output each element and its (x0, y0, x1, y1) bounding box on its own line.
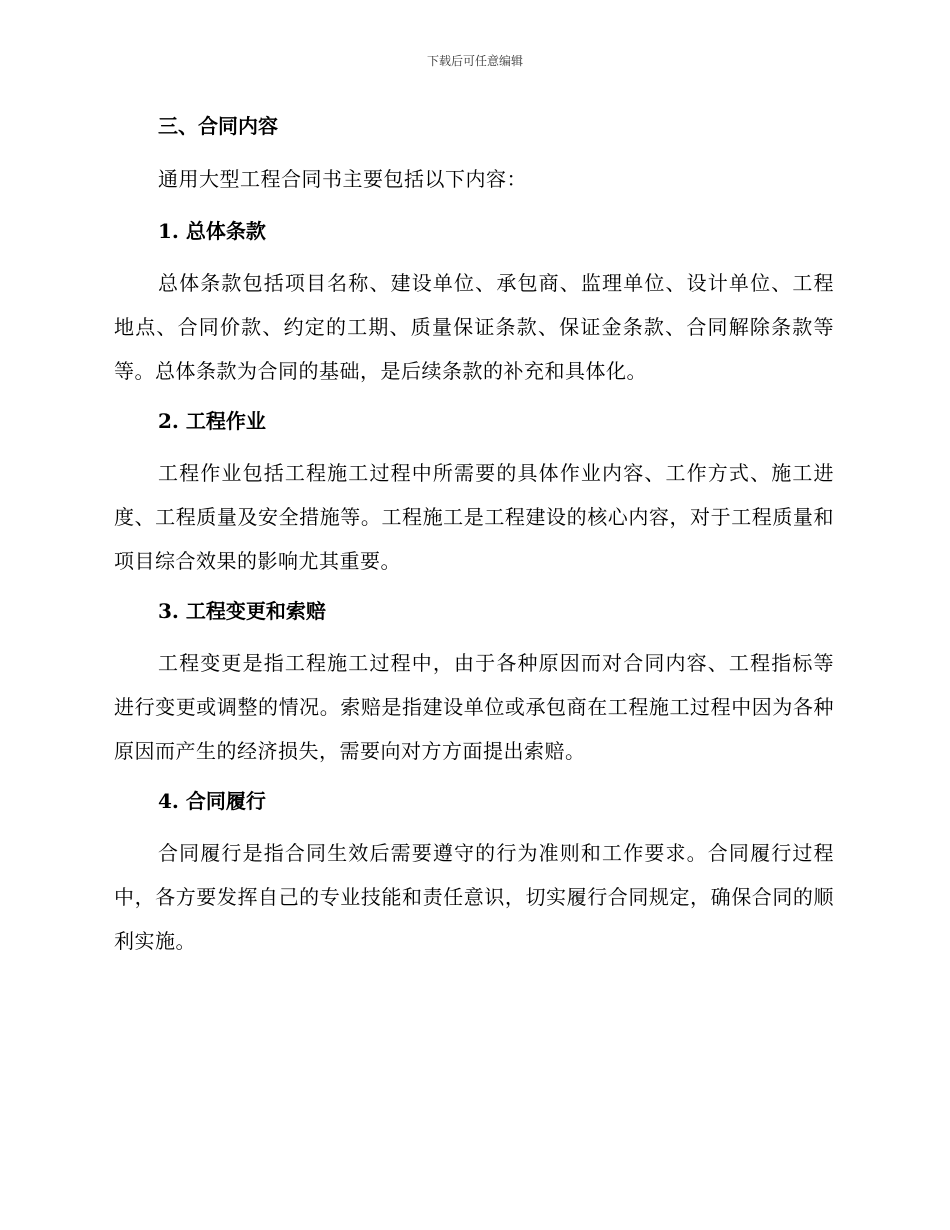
subsection-body-1: 总体条款包括项目名称、建设单位、承包商、监理单位、设计单位、工程地点、合同价款、约定的工期、质量保证条款、保证金条款、合同解除条款等等。总体条款为合同的基础，是后续条款的补充和具体化。 (114, 271, 834, 383)
subsection-body-4: 合同履行是指合同生效后需要遵守的行为准则和工作要求。合同履行过程中，各方要发挥自己的专业技能和责任意识，切实履行合同规定，确保合同的顺利实施。 (114, 841, 834, 953)
subsection-title-3: 3. 工程变更和索赔 (158, 599, 326, 623)
subsection-title-4: 4. 合同履行 (158, 789, 266, 813)
intro-paragraph: 通用大型工程合同书主要包括以下内容： (158, 167, 527, 191)
section-heading: 三、合同内容 (158, 114, 278, 138)
subsection-title-1: 1. 总体条款 (158, 219, 266, 243)
subsection-title-2: 2. 工程作业 (158, 409, 266, 433)
document-body (114, 104, 834, 969)
subsection-body-2: 工程作业包括工程施工过程中所需要的具体作业内容、工作方式、施工进度、工程质量及安全措施等。工程施工是工程建设的核心内容，对于工程质量和项目综合效果的影响尤其重要。 (114, 461, 834, 573)
page-header: 下载后可任意编辑 (426, 54, 523, 68)
subsection-body-3: 工程变更是指工程施工过程中，由于各种原因而对合同内容、工程指标等进行变更或调整的情况。索赔是指建设单位或承包商在工程施工过程中因为各种原因而产生的经济损失，需要向对方方面提出索赔。 (114, 651, 834, 763)
